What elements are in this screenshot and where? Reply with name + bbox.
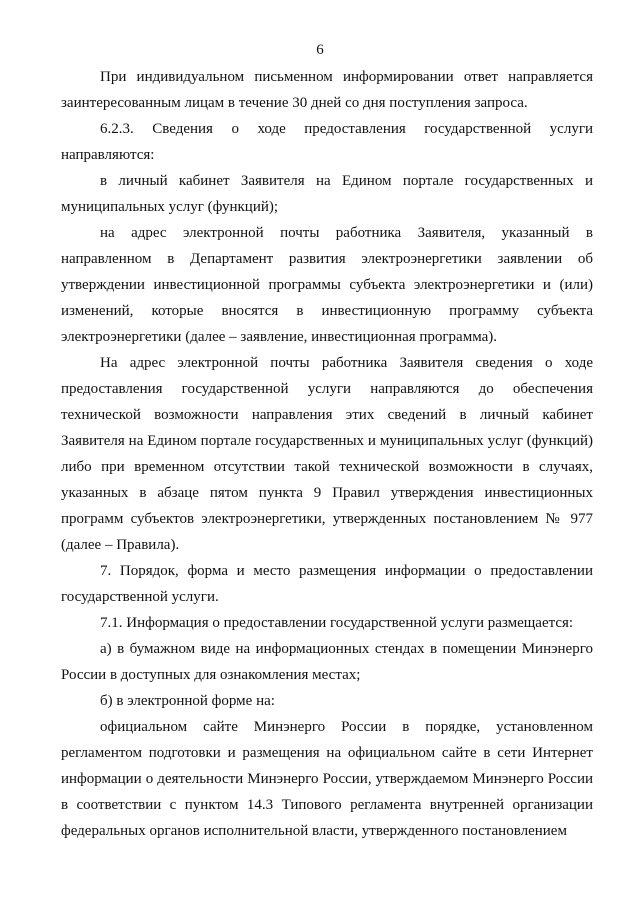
paragraph-official-site: официальном сайте Минэнерго России в порядке, установленном регламентом подготовки и размещения на официальном сайте в сети Интернет информации о деятельности Минэнерго России, утверждаемом Минэнерго России в соответствии с пунктом 14.3 Типового регламента внутренней организации федеральных органов исполнительной власти, утвержденного постановлением — [61, 719, 593, 839]
document-body — [61, 64, 593, 844]
paragraph-individual-informing: При индивидуальном письменном информировании ответ направляется заинтересованным лицам в течение 30 дней со дня поступления запроса. — [61, 69, 593, 111]
paragraph-7-1: 7.1. Информация о предоставлении государственной услуги размещается: — [100, 615, 574, 631]
paragraph-section-7: 7. Порядок, форма и место размещения информации о предоставлении государственной услуги. — [61, 563, 593, 605]
page-number: 6 — [316, 42, 324, 58]
paragraph-item-b: б) в электронной форме на: — [100, 693, 275, 709]
paragraph-item-a: а) в бумажном виде на информационных стендах в помещении Минэнерго России в доступных для ознакомления местах; — [61, 641, 593, 683]
paragraph-6-2-3: 6.2.3. Сведения о ходе предоставления государственной услуги направляются: — [61, 121, 593, 163]
paragraph-email-address: на адрес электронной почты работника Заявителя, указанный в направленном в Департамент развития электроэнергетики заявлении об утверждении инвестиционной программы субъекта электроэнергетики и (или) изменений, которые вносятся в инвестиционную программу субъекта электроэнергетики (далее – заявление, инвестиционная программа). — [61, 225, 593, 345]
paragraph-personal-cabinet: в личный кабинет Заявителя на Едином портале государственных и муниципальных услуг (функций); — [61, 173, 593, 215]
paragraph-email-info: На адрес электронной почты работника Заявителя сведения о ходе предоставления государственной услуги направляются до обеспечения технической возможности направления этих сведений в личный кабинет Заявителя на Едином портале государственных и муниципальных услуг (функций) либо при временном отсутствии такой технической возможности в случаях, указанных в абзаце пятом пункта 9 Правил утверждения инвестиционных программ субъектов электроэнергетики, утвержденных постановлением № 977 (далее – Правила). — [61, 355, 593, 553]
